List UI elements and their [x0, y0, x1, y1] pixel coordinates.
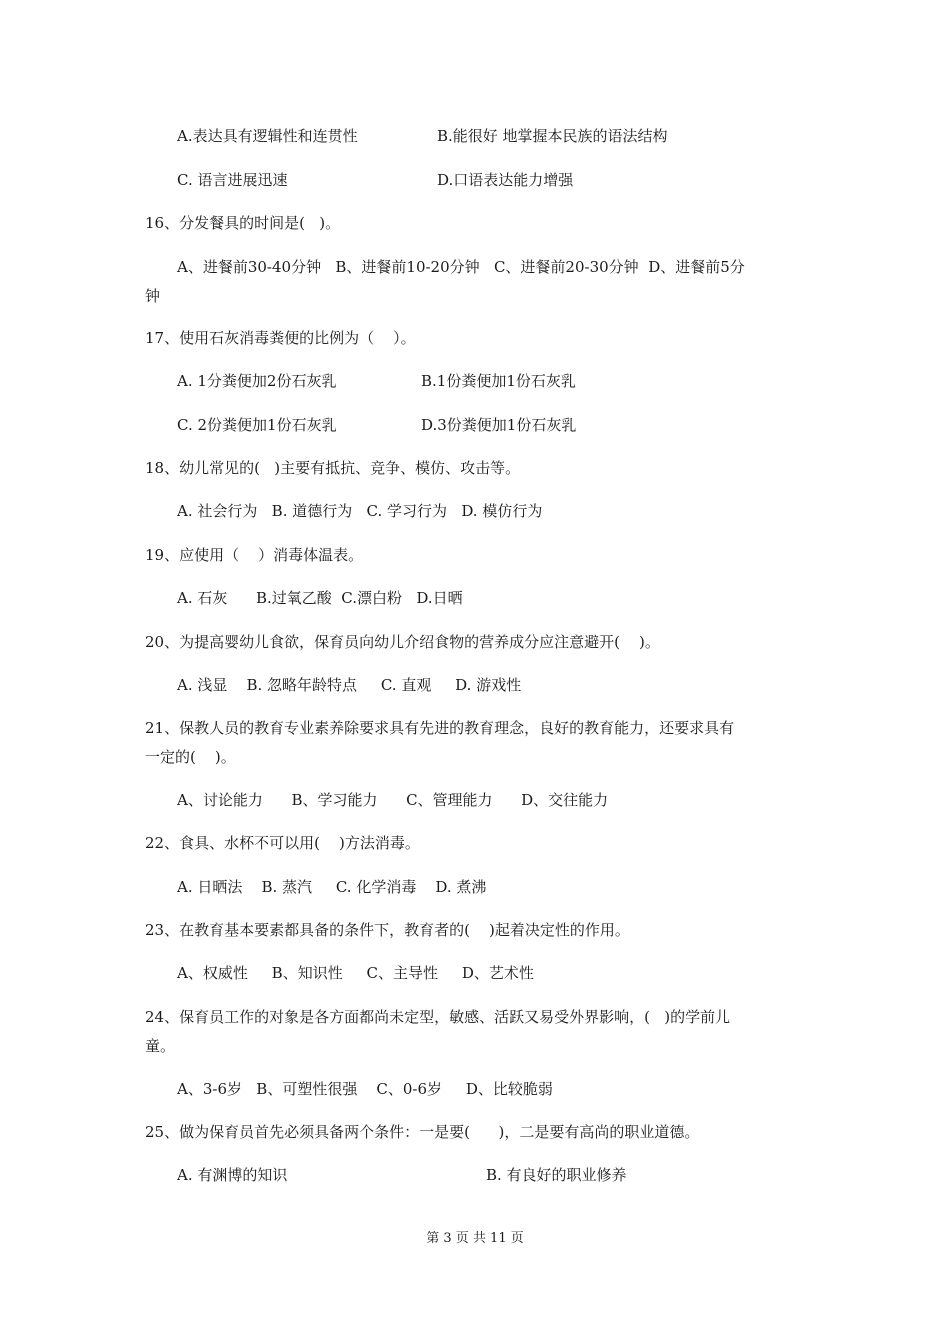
- question-20-stem: 20、为提高婴幼儿食欲，保育员向幼儿介绍食物的营养成分应注意避开( )。: [145, 633, 660, 651]
- question-16-options-continued: 钟: [145, 287, 161, 305]
- prev-option-b: B.能很好 地掌握本民族的语法结构: [437, 127, 668, 145]
- question-17-option-b: B.1份粪便加1份石灰乳: [421, 372, 576, 390]
- question-20-options: A. 浅显 B. 忽略年龄特点 C. 直观 D. 游戏性: [177, 676, 522, 694]
- prev-option-d: D.口语表达能力增强: [437, 171, 574, 189]
- question-24-stem: 24、保育员工作的对象是各方面都尚未定型，敏感、活跃又易受外界影响，( )的学前儿: [145, 1008, 731, 1026]
- question-22-stem: 22、食具、水杯不可以用( )方法消毒。: [145, 834, 420, 852]
- question-25-option-b: B. 有良好的职业修养: [486, 1166, 627, 1184]
- prev-option-a: A.表达具有逻辑性和连贯性: [177, 127, 358, 145]
- question-17-option-c: C. 2份粪便加1份石灰乳: [177, 416, 337, 434]
- question-17-option-d: D.3份粪便加1份石灰乳: [421, 416, 577, 434]
- question-19-stem: 19、应使用（ ）消毒体温表。: [145, 546, 364, 564]
- question-19-options: A. 石灰 B.过氧乙酸 C.漂白粉 D.日晒: [177, 589, 463, 607]
- question-18-stem: 18、幼儿常见的( )主要有抵抗、竞争、模仿、攻击等。: [145, 459, 521, 477]
- question-23-options: A、权威性 B、知识性 C、主导性 D、艺术性: [177, 964, 534, 982]
- question-25-stem: 25、做为保育员首先必须具备两个条件：一是要( )，二是要有高尚的职业道德。: [145, 1123, 700, 1141]
- question-16-options: A、进餐前30-40分钟 B、进餐前10-20分钟 C、进餐前20-30分钟 D、进餐前5分: [177, 258, 745, 276]
- question-21-options: A、讨论能力 B、学习能力 C、管理能力 D、交往能力: [177, 791, 609, 809]
- question-17-stem: 17、使用石灰消毒粪便的比例为（ ）。: [145, 329, 416, 347]
- question-24-stem-continued: 童。: [145, 1037, 176, 1055]
- question-23-stem: 23、在教育基本要素都具备的条件下，教育者的( )起着决定性的作用。: [145, 921, 630, 939]
- question-21-stem-continued: 一定的( )。: [145, 748, 236, 766]
- question-16-stem: 16、分发餐具的时间是( )。: [145, 214, 341, 232]
- prev-option-c: C. 语言进展迅速: [177, 171, 288, 189]
- question-17-option-a: A. 1分粪便加2份石灰乳: [177, 372, 337, 390]
- question-18-options: A. 社会行为 B. 道德行为 C. 学习行为 D. 模仿行为: [177, 502, 543, 520]
- question-25-option-a: A. 有渊博的知识: [177, 1166, 288, 1184]
- question-21-stem: 21、保教人员的教育专业素养除要求具有先进的教育理念，良好的教育能力，还要求具有: [145, 719, 735, 737]
- question-22-options: A. 日晒法 B. 蒸汽 C. 化学消毒 D. 煮沸: [177, 878, 487, 896]
- question-24-options: A、3-6岁 B、可塑性很强 C、0-6岁 D、比较脆弱: [177, 1080, 553, 1098]
- page-number-footer: 第 3 页 共 11 页: [426, 1231, 524, 1246]
